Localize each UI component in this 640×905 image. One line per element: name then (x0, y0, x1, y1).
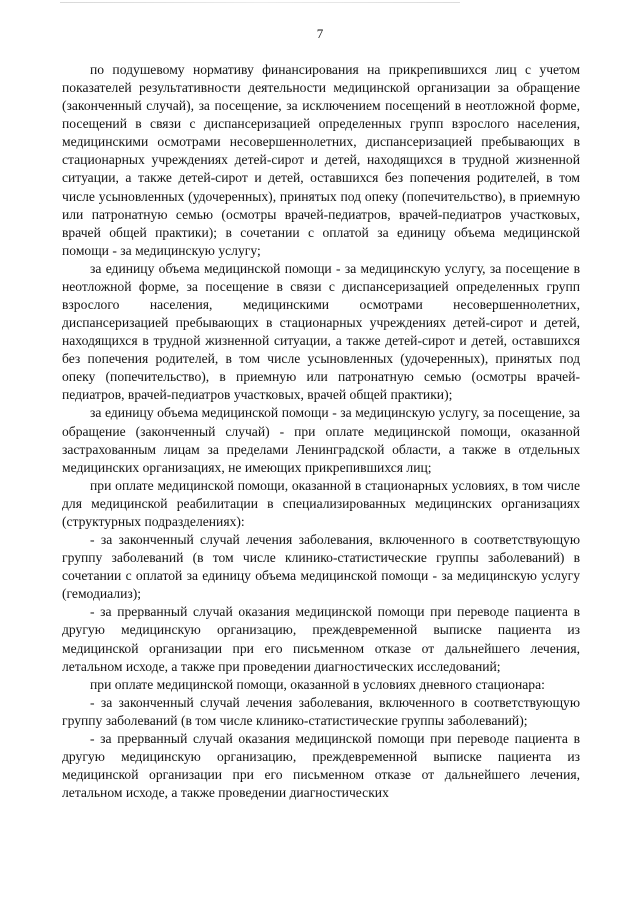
paragraph-unit-of-volume-outside-region: за единицу объема медицинской помощи - за медицинскую услугу, за посещение, за обращение (законченный случай) - при оплате медицинской помощи, оказанной застрахованным лицам за пределами Ленинградской области, а также в отдельных медицинских организациях, не имеющих прикрепившихся лиц; (62, 405, 580, 475)
paragraph-inpatient-care: при оплате медицинской помощи, оказанной в стационарных условиях, в том числе для медицинской реабилитации в специализированных медицинских организациях (структурных подразделениях): (62, 477, 580, 529)
paragraph-per-capita-financing: по подушевому нормативу финансирования на прикрепившихся лиц с учетом показателей результативности деятельности медицинской организации за обращение (законченный случай), за посещение, за исключением посещений в неотложной форме, посещений в связи с диспансеризацией определенных групп взрослого населения, медицинскими осмотрами несовершеннолетних, диспансеризацией пребывающих в стационарных учреждениях детей-сирот и детей, находящихся в трудной жизненной ситуации, а также детей-сирот и детей, оставшихся без попечения родителей, в том числе усыновленных (удочеренных), принятых под опеку (попечительство), в приемную или патронатную семью (осмотры врачей-педиатров, врачей-педиатров участковых, врачей общей практики); в сочетании с оплатой за единицу объема медицинской помощи - за медицинскую услугу; (62, 62, 580, 258)
document-body (62, 61, 580, 802)
page-number: 7 (316, 26, 324, 41)
paragraph-day-hospital: при оплате медицинской помощи, оказанной в условиях дневного стационара: (90, 676, 545, 692)
list-item-day-hospital-interrupted-case: - за прерванный случай оказания медицинской помощи при переводе пациента в другую медицинскую организацию, преждевременной выписке пациента из медицинской организации при его письменном отказе от дальнейшего лечения, летальном исходе, а также проведении диагностических (62, 730, 580, 801)
paragraph-unit-of-volume-service: за единицу объема медицинской помощи - за медицинскую услугу, за посещение в неотложной форме, за посещение в связи с диспансеризацией определенных групп взрослого населения, медицинскими осмотрами несовершеннолетних, диспансеризацией пребывающих в стационарных учреждениях детей-сирот и детей, находящихся в трудной жизненной ситуации, а также детей-сирот и детей, оставшихся без попечения родителей, в том числе усыновленных (удочеренных), принятых под опеку (попечительство), в приемную или патронатную семью (осмотры врачей-педиатров, врачей-педиатров участковых, врачей общей практики); (62, 260, 580, 403)
scan-top-edge (60, 2, 460, 3)
list-item-inpatient-interrupted-case: - за прерванный случай оказания медицинской помощи при переводе пациента в другую медицинскую организацию, преждевременной выписке пациента из медицинской организации при его письменном отказе от дальнейшего лечения, летальном исходе, а также при проведении диагностических исследований; (62, 604, 580, 674)
list-item-day-hospital-completed-case: - за законченный случай лечения заболевания, включенного в соответствующую группу заболеваний (в том числе клинико-статистические группы заболеваний); (62, 694, 580, 728)
list-item-inpatient-completed-case: - за законченный случай лечения заболевания, включенного в соответствующую группу заболеваний (в том числе клинико-статистические группы заболеваний) в сочетании с оплатой за единицу объема медицинской помощи - за медицинскую услугу (гемодиализ); (62, 532, 580, 602)
